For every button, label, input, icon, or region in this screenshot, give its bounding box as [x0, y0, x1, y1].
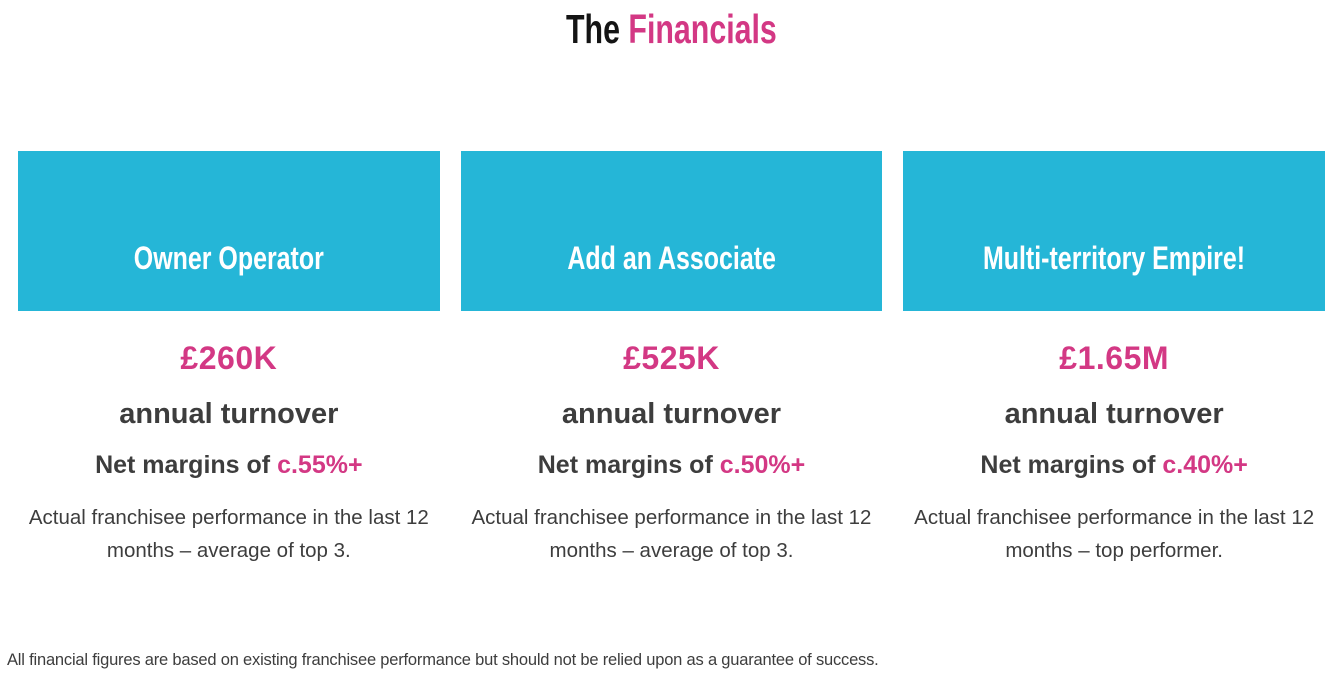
tier-column-add-associate: [461, 151, 883, 567]
net-margins-value: c.50%+: [719, 451, 806, 479]
tier-column-multi-territory: [903, 151, 1325, 567]
tier-header-banner: [18, 151, 440, 311]
turnover-value: £525K: [623, 340, 720, 376]
tier-header-label: Add an Associate: [567, 240, 776, 276]
tier-column-owner-operator: [18, 151, 440, 567]
page-title: [566, 6, 777, 53]
performance-note: Actual franchisee performance in the last 12 months – top performer.: [914, 506, 1315, 562]
footer-disclaimer: All financial figures are based on existing franchisee performance but should not be relied upon as a guarantee of success.: [7, 651, 879, 669]
performance-note: Actual franchisee performance in the last 12 months – average of top 3.: [28, 506, 429, 562]
net-margins-line: [903, 451, 1325, 480]
net-margins-line: [461, 451, 883, 480]
net-margins-prefix: Net margins of: [980, 451, 1156, 479]
net-margins-value: c.40%+: [1162, 451, 1248, 479]
tier-columns: [18, 151, 1325, 567]
turnover-label: annual turnover: [561, 398, 782, 430]
tier-header-label: Multi-territory Empire!: [983, 240, 1246, 276]
page-title-highlight: Financials: [628, 6, 777, 52]
turnover-value: £260K: [180, 340, 278, 376]
turnover-value: £1.65M: [1059, 340, 1170, 376]
page-title-wrap: [0, 6, 1343, 53]
tier-header-banner: [461, 151, 883, 311]
tier-header-banner: [903, 151, 1325, 311]
tier-header-label: Owner Operator: [133, 240, 324, 276]
net-margins-value: c.55%+: [277, 451, 363, 479]
performance-note: Actual franchisee performance in the last 12 months – average of top 3.: [471, 506, 872, 562]
net-margins-prefix: Net margins of: [537, 451, 713, 479]
turnover-label: annual turnover: [1004, 398, 1224, 430]
net-margins-prefix: Net margins of: [95, 451, 271, 479]
net-margins-line: [18, 451, 440, 480]
page-title-prefix: The: [566, 6, 621, 52]
turnover-label: annual turnover: [119, 398, 339, 430]
